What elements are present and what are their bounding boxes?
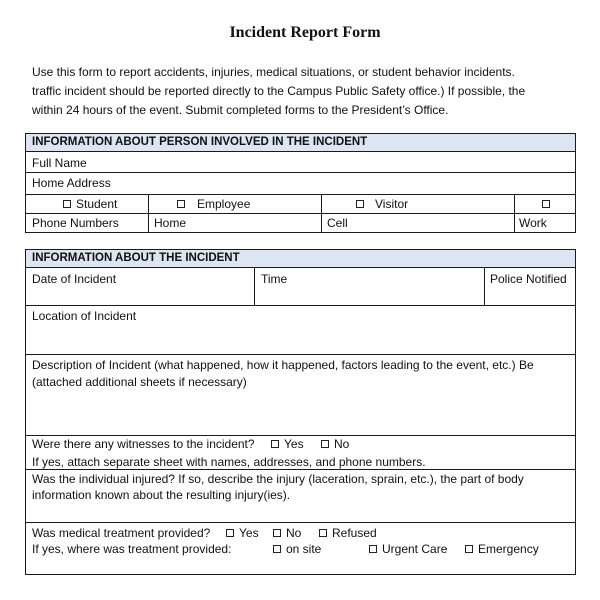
time-label: Time (261, 272, 288, 286)
employee-label: Employee (197, 197, 251, 211)
yes-label: Yes (239, 526, 259, 540)
description-label: Description of Incident (what happened, how it happened, factors leading to the event, etc.) Be (32, 358, 534, 372)
intro-line: traffic incident should be reported directly to the Campus Public Safety office.) If possible, the (32, 84, 526, 98)
student-label: Student (76, 197, 118, 211)
form-title: Incident Report Form (229, 24, 381, 41)
medical-yes-option[interactable] (226, 526, 259, 540)
row-divider (26, 194, 575, 195)
cell-divider (484, 268, 485, 305)
home-address-label: Home Address (32, 176, 111, 190)
witnesses-no-option[interactable] (321, 437, 349, 451)
injured-question: Was the individual injured? If so, describe the injury (laceration, sprain, etc.), the part of body (32, 472, 524, 486)
row-divider (26, 469, 575, 470)
treatment-location-question: If yes, where was treatment provided: (32, 542, 232, 556)
emergency-option[interactable] (465, 542, 539, 556)
phone-numbers-label: Phone Numbers (32, 216, 119, 230)
witnesses-yes-checkbox[interactable] (271, 440, 279, 448)
incident-section (25, 249, 576, 575)
urgent-care-checkbox[interactable] (369, 545, 377, 553)
person-section-header: INFORMATION ABOUT PERSON INVOLVED IN THE INCIDENT (26, 134, 575, 152)
visitor-label: Visitor (375, 197, 409, 211)
refused-label: Refused (332, 526, 377, 540)
visitor-checkbox[interactable] (356, 200, 364, 208)
cell-divider (254, 268, 255, 305)
intro-line: Use this form to report accidents, injuries, medical situations, or student behavior incidents. (32, 65, 515, 79)
injured-note: information known about the resulting injury(ies). (32, 488, 291, 502)
witnesses-no-checkbox[interactable] (321, 440, 329, 448)
no-label: No (334, 437, 350, 451)
medical-refused-checkbox[interactable] (319, 529, 327, 537)
row-divider (26, 435, 575, 436)
emergency-label: Emergency (478, 542, 539, 556)
on-site-label: on site (286, 542, 322, 556)
row-divider (26, 172, 575, 173)
yes-label: Yes (284, 437, 304, 451)
on-site-option[interactable] (273, 542, 321, 556)
medical-yes-checkbox[interactable] (226, 529, 234, 537)
urgent-care-label: Urgent Care (382, 542, 448, 556)
emergency-checkbox[interactable] (465, 545, 473, 553)
witnesses-yes-option[interactable] (271, 437, 304, 451)
student-checkbox[interactable] (63, 200, 71, 208)
visitor-option[interactable] (356, 197, 408, 211)
medical-no-checkbox[interactable] (273, 529, 281, 537)
intro-line: within 24 hours of the event. Submit completed forms to the President’s Office. (32, 103, 449, 117)
other-checkbox[interactable] (542, 200, 550, 208)
urgent-care-option[interactable] (369, 542, 447, 556)
row-divider (26, 213, 575, 214)
medical-refused-option[interactable] (319, 526, 377, 540)
on-site-checkbox[interactable] (273, 545, 281, 553)
medical-no-option[interactable] (273, 526, 301, 540)
row-divider (26, 522, 575, 523)
location-label: Location of Incident (32, 309, 137, 323)
witnesses-note: If yes, attach separate sheet with names, addresses, and phone numbers. (32, 455, 426, 469)
date-of-incident-label: Date of Incident (32, 272, 117, 286)
employee-option[interactable] (177, 197, 250, 211)
description-note: (attached additional sheets if necessary) (32, 375, 247, 389)
no-label: No (286, 526, 302, 540)
person-section (25, 133, 576, 233)
full-name-label: Full Name (32, 156, 87, 170)
medical-treatment-question: Was medical treatment provided? (32, 526, 211, 540)
row-divider (26, 305, 575, 306)
witnesses-question: Were there any witnesses to the incident? (32, 437, 255, 451)
work-phone-label: Work (519, 216, 547, 230)
home-phone-label: Home (154, 216, 187, 230)
student-option[interactable] (63, 197, 117, 211)
incident-section-header: INFORMATION ABOUT THE INCIDENT (26, 250, 575, 268)
employee-checkbox[interactable] (177, 200, 185, 208)
cell-phone-label: Cell (327, 216, 348, 230)
row-divider (26, 354, 575, 355)
intro-text (32, 63, 562, 120)
police-notified-label: Police Notified (490, 272, 567, 286)
